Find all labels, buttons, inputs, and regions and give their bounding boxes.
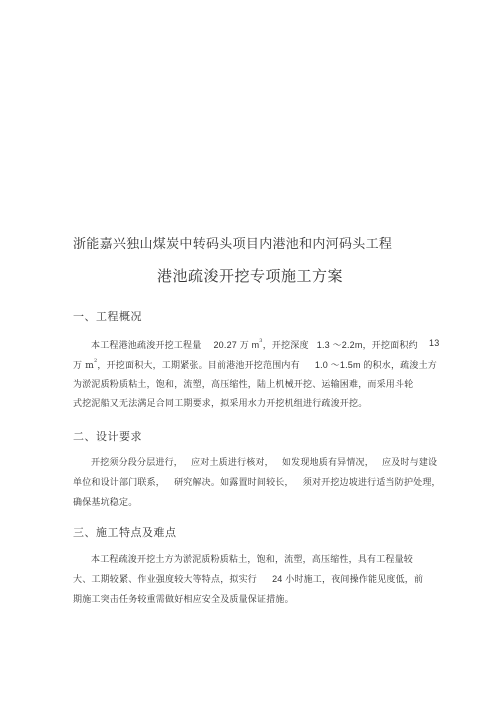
paragraph-line: 万 $m^2$，开挖面积大，工期紧张。目前港池开挖范围内有 1.0 ～1.5m 的积水，疏浚土方 <box>73 358 437 371</box>
paragraph-line-end: 13 <box>429 338 440 348</box>
paragraph-line: 单位和设计部门联系， 研究解决。如露置时间较长， 须对开挖边坡进行适当防护处理， <box>73 478 441 488</box>
quantity-value: 20.27 万 m <box>213 340 260 350</box>
section-heading-difficulties: 三、施工特点及难点 <box>73 526 177 539</box>
paragraph-line: 本工程疏浚开挖土方为淤泥质粉质粘土，饱和，流塑，高压缩性，具有工程量较 <box>91 555 414 565</box>
paragraph-line: 为淤泥质粉质粘土，饱和，流塑，高压缩性，陆上机械开挖、运输困难，而采用斗轮 <box>73 380 414 390</box>
paragraph-line: 大、工期较紧、作业强度较大等特点，拟实行 24 小时施工，夜间操作能见度低，前 <box>73 574 424 585</box>
paragraph-line: 式挖泥船又无法满足合同工期要求，拟采用水力开挖机组进行疏浚开挖。 <box>73 399 368 409</box>
paragraph-line: 期施工突击任务较重需做好相应安全及质量保证措施。 <box>73 595 294 605</box>
section-heading-overview: 一、工程概况 <box>73 310 142 323</box>
unit-superscript: 2 <box>94 358 98 364</box>
document-subtitle: 港池疏浚开挖专项施工方案 <box>156 267 343 285</box>
paragraph-line: 本工程港池疏浚开挖工程量 20.27 万 $m^3$，开挖深度 1.3 ～2.2m，开挖面积约 <box>91 338 418 351</box>
paragraph-line: 确保基坑稳定。 <box>73 498 138 508</box>
section-heading-design: 二、设计要求 <box>73 430 142 443</box>
unit-superscript: 3 <box>259 338 263 344</box>
paragraph-line: 开挖须分段分层进行， 应对土质进行核对， 如发现地质有异情况， 应及时与建设 <box>91 458 438 468</box>
document-title: 浙能嘉兴独山煤炭中转码头项目内港池和内河码头工程 <box>73 237 393 252</box>
